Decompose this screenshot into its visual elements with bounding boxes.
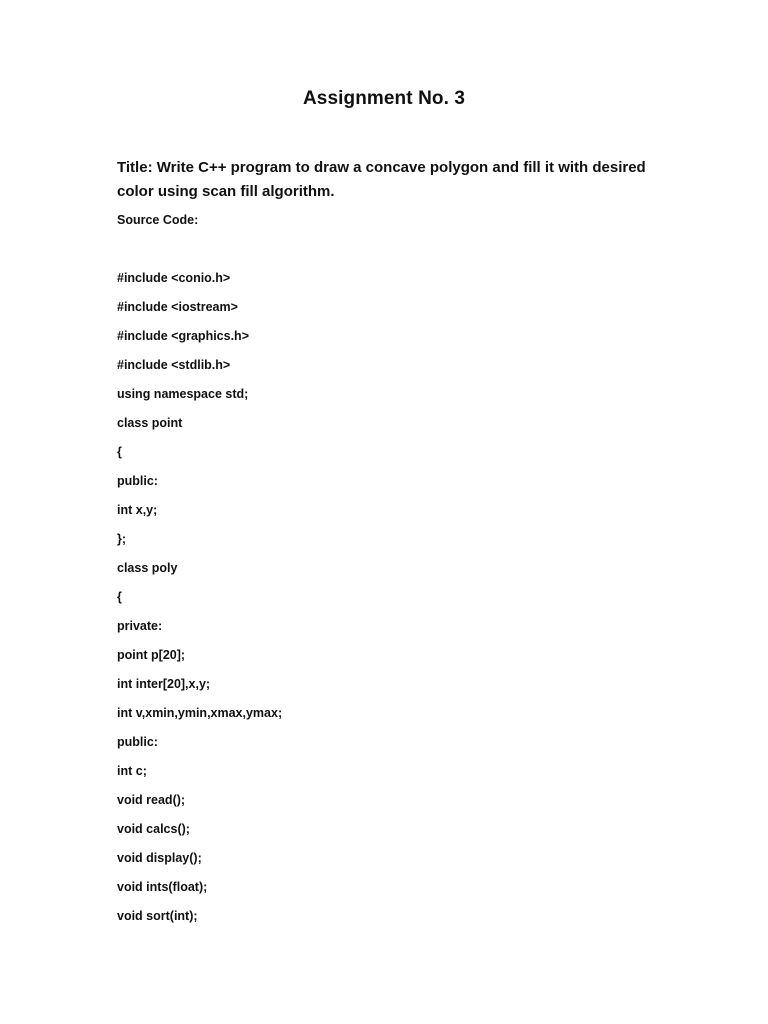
page-title: Assignment No. 3 bbox=[302, 88, 466, 109]
code-line: void calcs(); bbox=[117, 822, 190, 836]
assignment-title: Title: Write C++ program to draw a concave polygon and fill it with desired color using scan fill algorithm. bbox=[117, 159, 646, 200]
code-line: void display(); bbox=[117, 851, 202, 865]
code-line: }; bbox=[117, 532, 127, 546]
code-line: #include <stdlib.h> bbox=[117, 358, 231, 372]
code-line: #include <graphics.h> bbox=[117, 329, 249, 343]
code-line: int c; bbox=[117, 764, 147, 778]
code-line: public: bbox=[117, 474, 158, 488]
code-line: #include <iostream> bbox=[117, 300, 238, 314]
code-line: void read(); bbox=[117, 793, 186, 807]
code-line: class point bbox=[117, 416, 183, 430]
code-line: private: bbox=[117, 619, 163, 633]
code-line: int v,xmin,ymin,xmax,ymax; bbox=[117, 706, 283, 720]
code-line: using namespace std; bbox=[117, 387, 249, 401]
code-line: void sort(int); bbox=[117, 909, 198, 923]
code-line: int inter[20],x,y; bbox=[117, 677, 211, 691]
code-line: void ints(float); bbox=[117, 880, 208, 894]
code-line: { bbox=[117, 590, 122, 604]
code-line: { bbox=[117, 445, 122, 459]
code-listing bbox=[117, 268, 282, 935]
code-line: int x,y; bbox=[117, 503, 158, 517]
code-line: #include <conio.h> bbox=[117, 271, 231, 285]
code-line: public: bbox=[117, 735, 158, 749]
code-line: class poly bbox=[117, 561, 178, 575]
source-code-label: Source Code: bbox=[117, 213, 199, 227]
code-line: point p[20]; bbox=[117, 648, 186, 662]
